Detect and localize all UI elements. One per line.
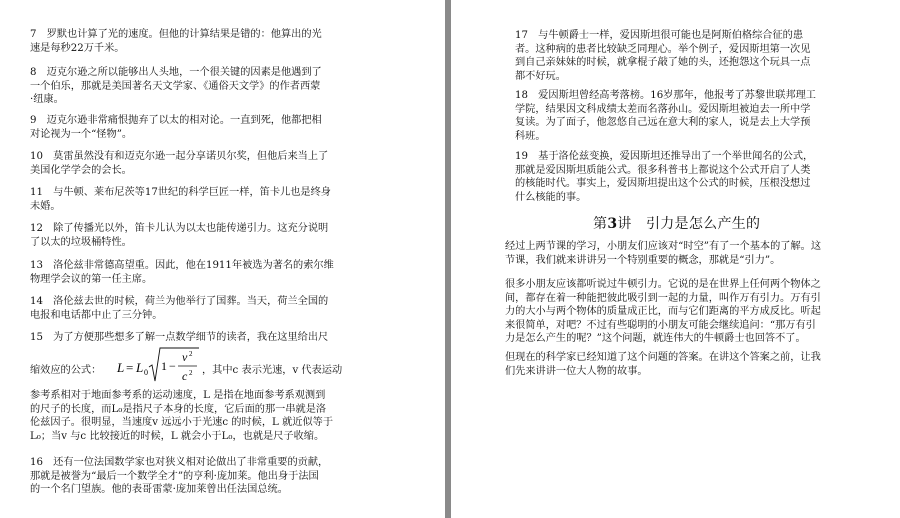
svg-text:=: =	[126, 360, 134, 375]
svg-text:1: 1	[161, 359, 167, 373]
svg-text:2: 2	[189, 350, 193, 358]
svg-text:c: c	[182, 369, 188, 383]
chapter-title: 第3讲 引力是怎么产生的	[593, 216, 761, 232]
footnote-12: 12 除了传播光以外，笛卡儿认为以太也能传递引力。这充分说明 了以太的垃圾桶特性。	[30, 223, 329, 248]
svg-text:L: L	[136, 360, 144, 375]
footnote-8: 8 迈克尔逊之所以能够出人头地，一个很关键的因素是他遇到了 一个伯乐，那就是美国著名天文学家、《通俗天文学》的作者西蒙 ·纽康。	[30, 67, 322, 106]
footnote-9: 9 迈克尔逊非常痛恨抛弃了以太的相对论。一直到死，他都把相 对论视为一个“怪物”。	[30, 115, 322, 140]
footnote-14: 14 洛伦兹去世的时候，荷兰为他举行了国葬。当天，荷兰全国的 电报和电话都中止了三分钟。	[30, 296, 329, 321]
chapter-body-paragraph-3: 但现在的科学家已经知道了这个问题的答案。在讲这个答案之前，让我 们先来讲讲一位大人物的故事。	[505, 352, 821, 377]
svg-text:v: v	[182, 350, 188, 364]
right-margin	[870, 0, 900, 518]
footnote-15-rest: 参考系相对于地面参考系的运动速度，L 是指在地面参考系观测到 的尺子的长度，而L₀是指尺子本身的长度，它后面的那一串就是洛 伦兹因子。很明显，当速度v 远远小于光速c 的时候，L 就近似等于 L₀；当v 与c 比较接近的时候，L 就会小于L₀，也就是尺子收缩。	[30, 390, 334, 442]
svg-text:2: 2	[189, 369, 193, 377]
footnote-17: 17 与牛顿爵士一样，爱因斯坦很可能也是阿斯伯格综合征的患 者。这种病的患者比较缺乏同理心。举个例子，爱因斯坦第一次见 到自己亲妹妹的时候，就拿棍子敲了她的头，还抱怨这个玩具一点 都不好玩。	[515, 30, 811, 82]
formula-explanation: ，其中c 表示光速，v 代表运动	[202, 365, 343, 376]
formula-label: 缩效应的公式：	[30, 365, 102, 376]
chapter-body-paragraph-2: 很多小朋友应该都听说过牛顿引力。它说的是在世界上任何两个物体之 间，都存在着一种能把彼此吸引到一起的力量，叫作万有引力。万有引 力的大小与两个物体的质量成正比，而与它们距离的平方成反比。听起 来很简单，对吧？不过有些聪明的小朋友可能会继续追问：“那万有引 力是怎么产生的呢？”这个问题，就连伟大的牛顿爵士也回答不了。	[505, 279, 821, 345]
left-page	[30, 0, 435, 518]
footnote-13: 13 洛伦兹非常德高望重。因此，他在1911年被选为著名的索尔维 物理学会议的第一任主席。	[30, 260, 334, 285]
right-page	[475, 0, 835, 518]
footnote-10: 10 莫雷虽然没有和迈克尔逊一起分享诺贝尔奖，但他后来当上了 美国化学学会的会长。	[30, 151, 329, 176]
formula-line	[30, 345, 435, 387]
footnote-19: 19 基于洛伦兹变换，爱因斯坦还推导出了一个举世闻名的公式， 那就是爱因斯坦质能公式。很多科普书上都说这个公式开启了人类 的核能时代。事实上，爱因斯坦提出这个公式的时候，压根没想过 什么核能的事。	[515, 151, 814, 203]
svg-text:L: L	[117, 360, 125, 375]
svg-text:0: 0	[144, 368, 148, 377]
left-margin	[0, 0, 22, 518]
length-contraction-formula	[115, 345, 199, 387]
page-divider[interactable]	[445, 0, 451, 518]
chapter-body-paragraph-1: 经过上两节课的学习，小朋友们应该对“时空”有了一个基本的了解。这 节课，我们就来讲讲另一个特别重要的概念，那就是“引力”。	[505, 241, 822, 266]
footnote-16: 16 还有一位法国数学家也对狭义相对论做出了非常重要的贡献， 那就是被誉为“最后一个数学全才”的亨利·庞加莱。他出身于法国 的一个名门望族。他的表哥雷蒙·庞加莱曾出任法国总统。	[30, 457, 329, 496]
footnote-18: 18 爱因斯坦曾经高考落榜。16岁那年，他报考了苏黎世联邦理工 学院，结果因文科成绩太差而名落孙山。爱因斯坦被迫去一所中学 复读。为了面子，他忽悠自己远在意大利的家人，说是去上大学预 科班。	[515, 90, 816, 142]
footnote-15-intro: 15 为了方便那些想多了解一点数学细节的读者，我在这里给出尺	[30, 332, 329, 343]
svg-text:−: −	[169, 359, 176, 373]
footnote-7: 7 罗默也计算了光的速度。但他的计算结果是错的：他算出的光 速是每秒22万千米。	[30, 29, 322, 54]
footnote-11: 11 与牛顿、莱布尼茨等17世纪的科学巨匠一样，笛卡儿也是终身 未婚。	[30, 187, 331, 212]
